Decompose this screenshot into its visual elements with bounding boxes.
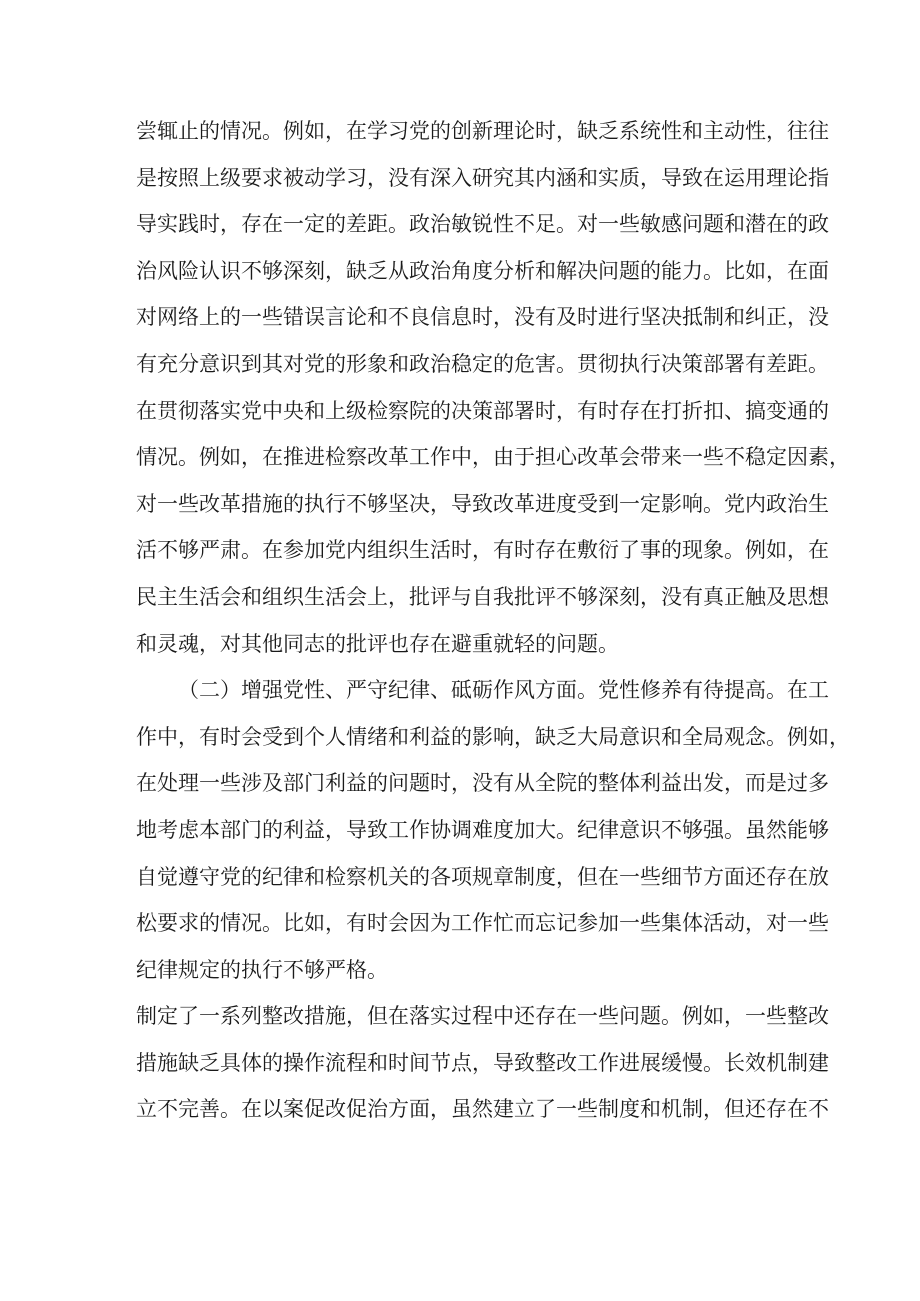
text-line: 松要求的情况。比如，有时会因为工作忙而忘记参加一些集体活动，对一些: [136, 911, 829, 936]
text-line: 对一些改革措施的执行不够坚决，导致改革进度受到一定影响。党内政治生: [136, 491, 829, 516]
text-line: 是按照上级要求被动学习，没有深入研究其内涵和实质，导致在运用理论指: [136, 165, 829, 190]
text-line: 有充分意识到其对党的形象和政治稳定的危害。贯彻执行决策部署有差距。: [136, 351, 829, 376]
text-line: 导实践时，存在一定的差距。政治敏锐性不足。对一些敏感问题和潜在的政: [136, 212, 829, 237]
text-line: 和灵魂，对其他同志的批评也存在避重就轻的问题。: [136, 631, 619, 656]
text-line: 立不完善。在以案促改促治方面，虽然建立了一些制度和机制，但还存在不: [136, 1097, 829, 1122]
text-line: 措施缺乏具体的操作流程和时间节点，导致整改工作进展缓慢。长效机制建: [136, 1050, 829, 1075]
paragraph-3: [136, 993, 829, 1133]
text-line: （二）增强党性、严守纪律、砥砺作风方面。党性修养有待提高。在工: [178, 678, 829, 703]
document-body: [136, 108, 850, 1133]
text-line: 纪律规定的执行不够严格。: [136, 957, 388, 982]
paragraph-1: [136, 108, 850, 667]
text-line: 制定了一系列整改措施，但在落实过程中还存在一些问题。例如，一些整改: [136, 1004, 829, 1029]
text-line: 地考虑本部门的利益，导致工作协调难度加大。纪律意识不够强。虽然能够: [136, 817, 829, 842]
text-line: 治风险认识不够深刻，缺乏从政治角度分析和解决问题的能力。比如，在面: [136, 258, 829, 283]
paragraph-2: [136, 667, 850, 993]
text-line: 活不够严肃。在参加党内组织生活时，有时存在敷衍了事的现象。例如，在: [136, 538, 829, 563]
text-line: 作中，有时会受到个人情绪和利益的影响，缺乏大局意识和全局观念。例如，: [136, 724, 850, 749]
text-line: 尝辄止的情况。例如，在学习党的创新理论时，缺乏系统性和主动性，往往: [136, 119, 829, 143]
text-line: 在贯彻落实党中央和上级检察院的决策部署时，有时存在打折扣、搞变通的: [136, 398, 829, 423]
text-line: 民主生活会和组织生活会上，批评与自我批评不够深刻，没有真正触及思想: [136, 584, 829, 609]
text-line: 情况。例如，在推进检察改革工作中，由于担心改革会带来一些不稳定因素，: [136, 445, 850, 470]
text-line: 对网络上的一些错误言论和不良信息时，没有及时进行坚决抵制和纠正，没: [136, 305, 829, 330]
text-line: 在处理一些涉及部门利益的问题时，没有从全院的整体利益出发，而是过多: [136, 771, 829, 796]
text-line: 自觉遵守党的纪律和检察机关的各项规章制度，但在一些细节方面还存在放: [136, 864, 829, 889]
